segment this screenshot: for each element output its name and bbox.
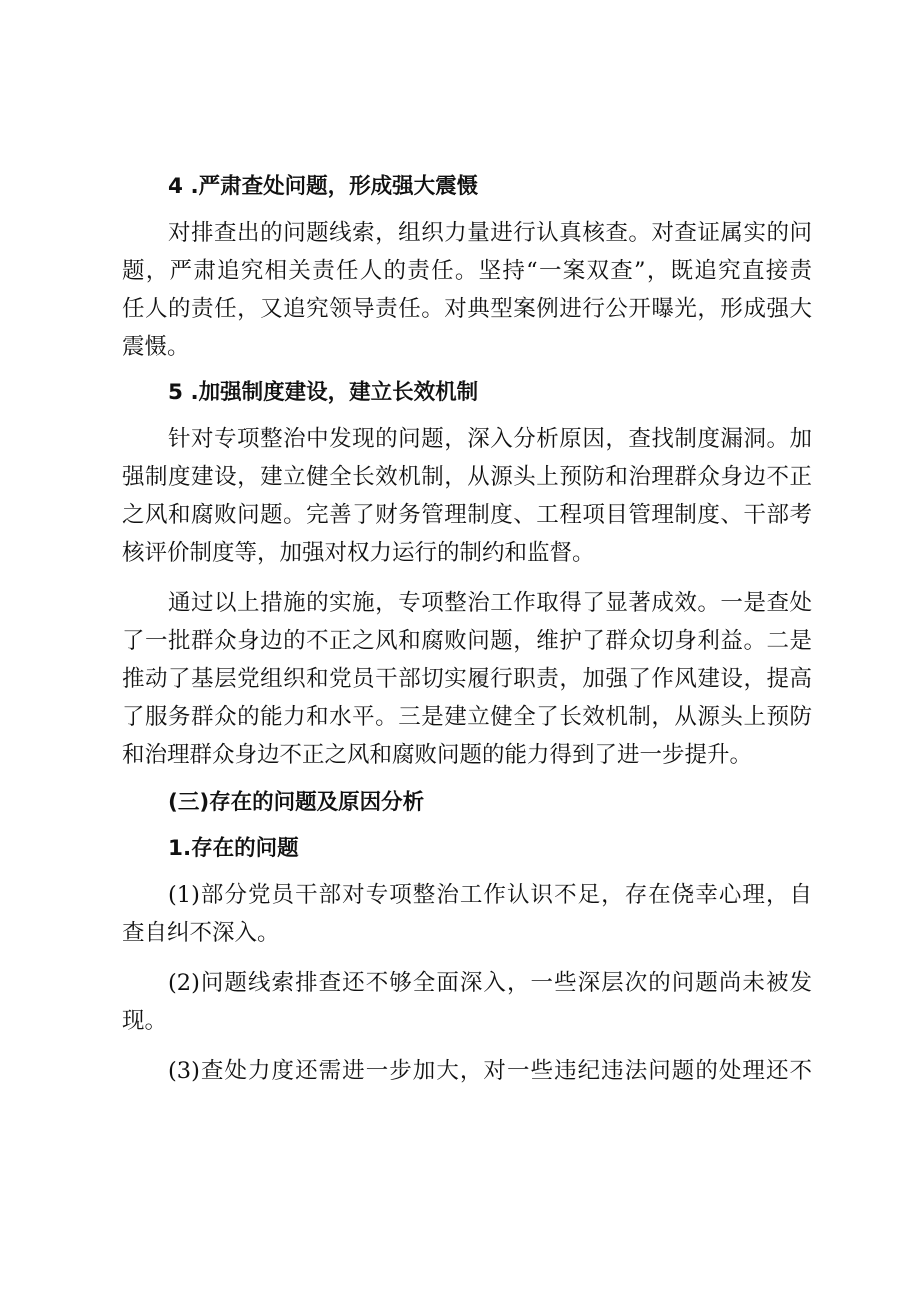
text-line: 查自纠不深入。 — [122, 920, 280, 946]
list-item-1 — [122, 876, 812, 952]
section-heading-5: 5 .加强制度建设，建立长效机制 — [168, 380, 479, 405]
text-line: 震慑。 — [122, 334, 190, 360]
text-line: 推动了基层党组织和党员干部切实履行职责，加强了作风建设，提高 — [122, 666, 812, 692]
section-heading-4: 4 .严肃查处问题，形成强大震慑 — [168, 174, 479, 199]
text-line: (2)问题线索排查还不够全面深入，一些深层次的问题尚未被发 — [168, 970, 812, 996]
text-line: 强制度建设，建立健全长效机制，从源头上预防和治理群众身边不正 — [122, 464, 812, 490]
text-line: 对排查出的问题线索，组织力量进行认真核查。对查证属实的问 — [168, 220, 812, 246]
text-line: 现。 — [122, 1008, 168, 1034]
text-line: 题，严肃追究相关责任人的责任。坚持“一案双查”，既追究直接责 — [122, 258, 812, 284]
text-line: 和治理群众身边不正之风和腐败问题的能力得到了进一步提升。 — [122, 742, 753, 768]
list-item-2 — [122, 964, 812, 1040]
text-line: (1)部分党员干部对专项整治工作认识不足，存在侥幸心理，自 — [168, 882, 812, 908]
text-line: 通过以上措施的实施，专项整治工作取得了显著成效。一是查处 — [168, 590, 812, 616]
text-line: 之风和腐败问题。完善了财务管理制度、工程项目管理制度、干部考 — [122, 502, 812, 528]
paragraph-results — [122, 584, 812, 774]
list-item-3 — [122, 1052, 812, 1090]
paragraph-institution-building — [122, 420, 812, 572]
paragraph-investigation — [122, 214, 812, 366]
text-line: 了服务群众的能力和水平。三是建立健全了长效机制，从源头上预防 — [122, 704, 812, 730]
document-body — [122, 168, 812, 1090]
text-line: 核评价制度等，加强对权力运行的制约和监督。 — [122, 540, 595, 566]
text-line: 针对专项整治中发现的问题，深入分析原因，查找制度漏洞。加 — [168, 426, 812, 452]
text-line: (3)查处力度还需进一步加大，对一些违纪违法问题的处理还不 — [168, 1058, 812, 1084]
text-line: 任人的责任，又追究领导责任。对典型案例进行公开曝光，形成强大 — [122, 296, 812, 322]
text-line: 了一批群众身边的不正之风和腐败问题，维护了群众切身利益。二是 — [122, 628, 812, 654]
section-heading-problems-analysis: (三)存在的问题及原因分析 — [168, 790, 425, 815]
subsection-heading-problems: 1.存在的问题 — [168, 836, 299, 861]
